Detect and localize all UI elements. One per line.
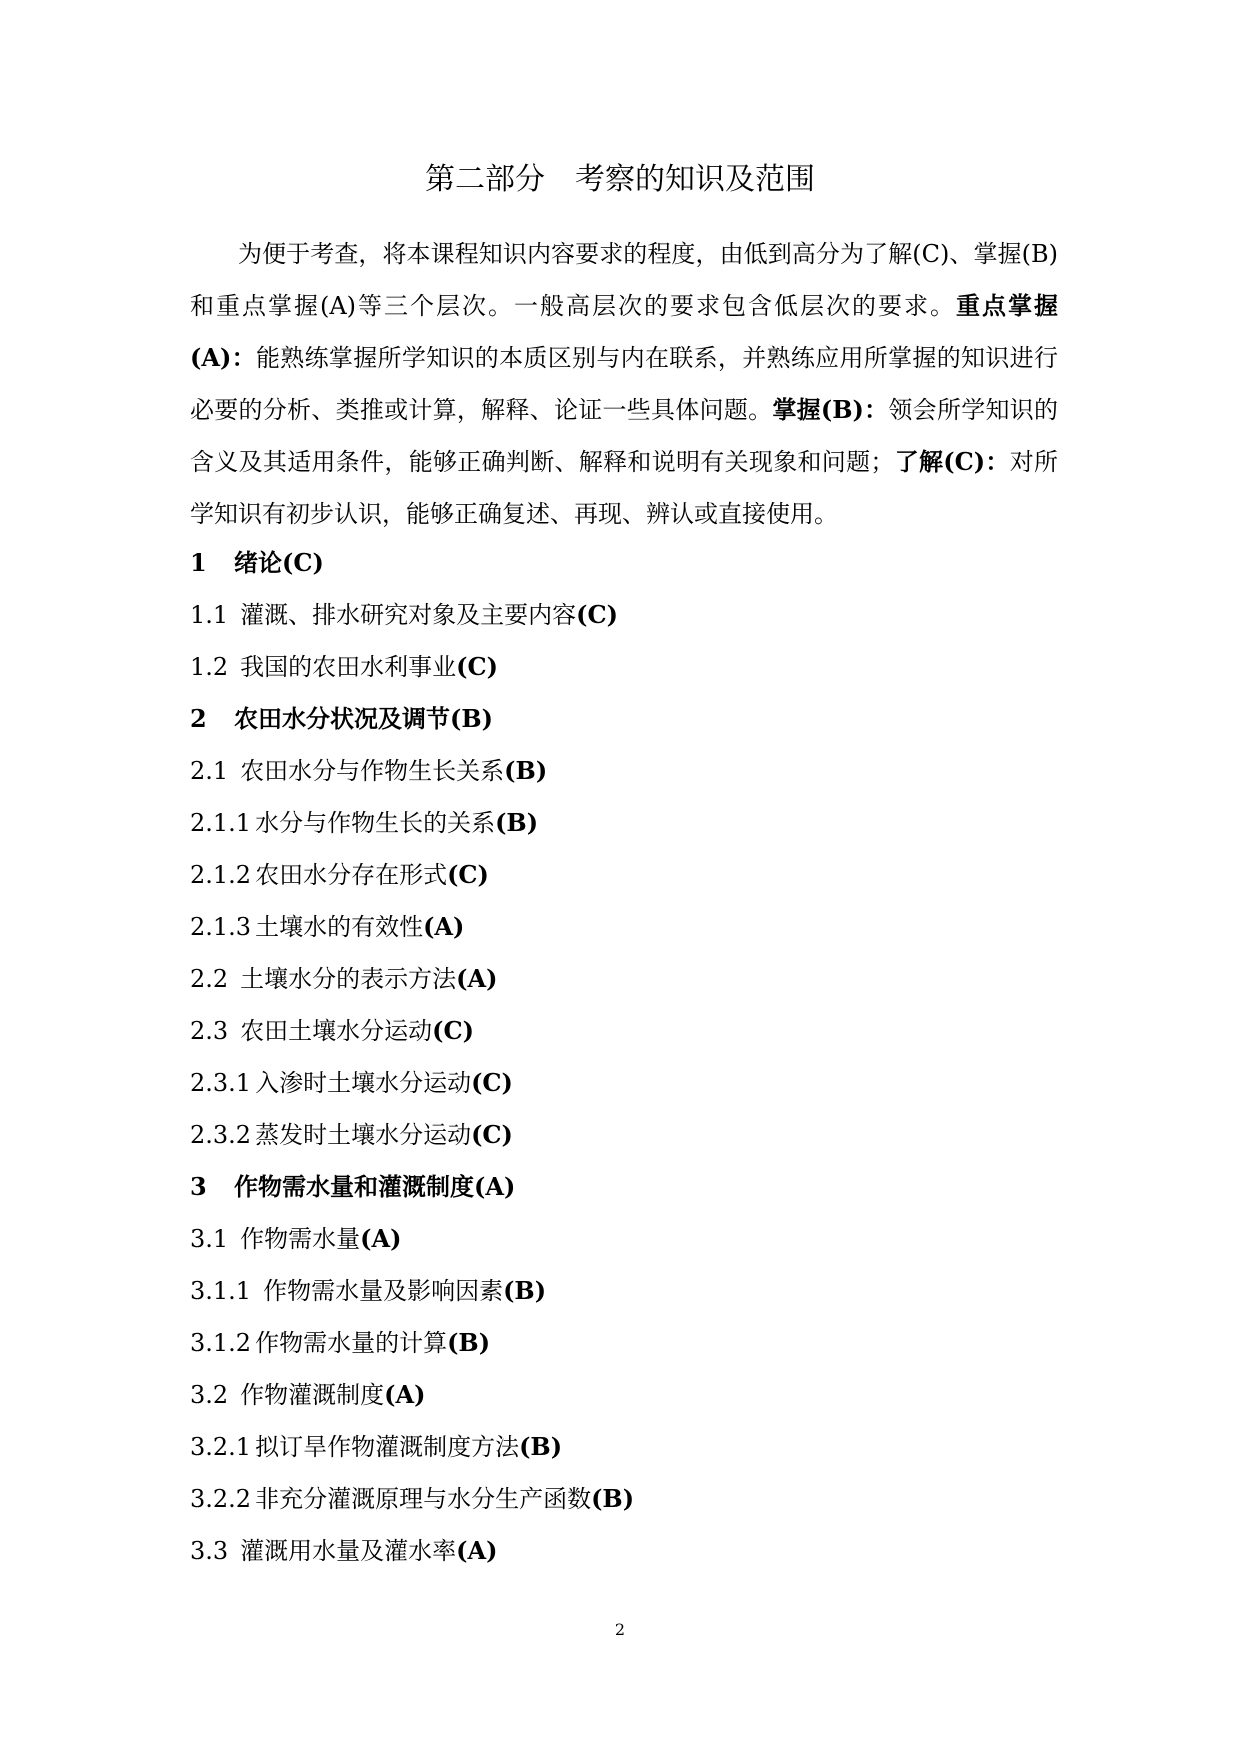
outline-item-label: 入渗时土壤水分运动 [255, 1069, 472, 1097]
outline-item-level: (A) [360, 1224, 402, 1253]
outline-item-level: (C) [432, 1016, 474, 1045]
outline-item-level: (C) [576, 600, 618, 629]
outline-item-number: 2.3.1 [190, 1069, 252, 1097]
outline-item-label: 水分与作物生长的关系 [255, 809, 496, 837]
outline-item-number: 3 [190, 1172, 207, 1201]
outline-item-number: 3.1 [190, 1225, 229, 1253]
outline-item-label: 作物需水量和灌溉制度 [234, 1172, 474, 1201]
outline-item-number: 2.1 [190, 757, 229, 785]
outline-item-level: (C) [471, 1120, 513, 1149]
outline-item-label: 作物灌溉制度 [240, 1381, 385, 1409]
outline-item-level: (A) [423, 912, 465, 941]
outline-item-number: 1.1 [190, 601, 229, 629]
outline-item [190, 589, 1058, 641]
outline-item-label: 作物需水量 [240, 1225, 361, 1253]
term-mastery: 掌握(B)： [772, 395, 889, 424]
outline-item-label: 蒸发时土壤水分运动 [255, 1121, 472, 1149]
outline-item-level: (C) [282, 548, 324, 577]
intro-paragraph [190, 228, 1058, 540]
term-key-mastery: 重点掌握(A)： [190, 291, 1058, 372]
outline-item-label: 拟订旱作物灌溉制度方法 [255, 1433, 520, 1461]
outline-item [190, 1005, 1058, 1057]
outline-item-label: 非充分灌溉原理与水分生产函数 [255, 1485, 592, 1513]
outline-item-number: 2.1.3 [190, 913, 252, 941]
outline-item-number: 2.2 [190, 965, 229, 993]
outline-item [190, 901, 1058, 953]
outline-item-label: 作物需水量的计算 [255, 1329, 448, 1357]
page-number: 2 [614, 1620, 626, 1639]
outline-item [190, 797, 1058, 849]
outline-item-number: 3.1.1 [190, 1277, 252, 1305]
outline-item-label: 灌溉用水量及灌水率 [240, 1537, 457, 1565]
outline-item-level: (A) [456, 1536, 498, 1565]
outline-item-level: (C) [447, 860, 489, 889]
outline-item-number: 3.1.2 [190, 1329, 252, 1357]
outline-item-label: 农田水分存在形式 [255, 861, 448, 889]
outline-item [190, 953, 1058, 1005]
outline-item [190, 537, 1058, 589]
outline-item-level: (A) [456, 964, 498, 993]
outline-item-level: (A) [384, 1380, 426, 1409]
term-understanding: 了解(C)： [894, 447, 1010, 476]
outline-item-label: 农田土壤水分运动 [240, 1017, 433, 1045]
outline-item-number: 3.2.2 [190, 1485, 252, 1513]
outline-item [190, 1265, 1058, 1317]
outline-item-level: (A) [474, 1172, 516, 1201]
outline-item-level: (C) [456, 652, 498, 681]
outline-item [190, 745, 1058, 797]
outline-item-level: (B) [504, 756, 548, 785]
outline-item-label: 作物需水量及影响因素 [263, 1277, 504, 1305]
outline-item [190, 849, 1058, 901]
outline-item [190, 1057, 1058, 1109]
outline-item [190, 1421, 1058, 1473]
outline-item-label: 农田水分与作物生长关系 [240, 757, 505, 785]
outline-item-number: 3.3 [190, 1537, 229, 1565]
intro-text-3: 领会所学知识的含义及其适用条件，能够正确判断、解释和说明有关现象和问题； [190, 396, 1059, 476]
outline-item [190, 1161, 1058, 1213]
outline-item-label: 灌溉、排水研究对象及主要内容 [240, 601, 577, 629]
outline-item-label: 绪论 [234, 548, 282, 577]
outline-item-level: (C) [471, 1068, 513, 1097]
outline-item-label: 土壤水分的表示方法 [240, 965, 457, 993]
outline-item-level: (B) [450, 704, 493, 733]
outline-item [190, 1473, 1058, 1525]
intro-text-1: 为便于考查，将本课程知识内容要求的程度，由低到高分为了解(C)、掌握(B)和重点掌握(A)等三个层次。一般高层次的要求包含低层次的要求。 [190, 240, 1058, 320]
outline-item [190, 1109, 1058, 1161]
outline-item-number: 2.3.2 [190, 1121, 252, 1149]
outline-item-label: 土壤水的有效性 [255, 913, 424, 941]
outline-item-label: 农田水分状况及调节 [234, 704, 450, 733]
outline-item-number: 1 [190, 548, 207, 577]
outline-item-label: 我国的农田水利事业 [240, 653, 457, 681]
outline-item-level: (B) [591, 1484, 635, 1513]
outline-item-number: 2.1.1 [190, 809, 252, 837]
intro-text-4: 对所学知识有初步认识，能够正确复述、再现、辨认或直接使用。 [190, 448, 1059, 528]
outline-item-level: (B) [495, 808, 539, 837]
outline-item-number: 3.2.1 [190, 1433, 252, 1461]
outline-item-number: 1.2 [190, 653, 229, 681]
outline-item-number: 2.3 [190, 1017, 229, 1045]
syllabus-outline [190, 537, 1058, 1577]
outline-item-level: (B) [519, 1432, 563, 1461]
outline-item [190, 1369, 1058, 1421]
outline-item [190, 1213, 1058, 1265]
outline-item-number: 3.2 [190, 1381, 229, 1409]
outline-item-number: 2 [190, 704, 207, 733]
outline-item [190, 1525, 1058, 1577]
outline-item-number: 2.1.2 [190, 861, 252, 889]
outline-item [190, 693, 1058, 745]
outline-item-level: (B) [503, 1276, 547, 1305]
intro-text-2: 能熟练掌握所学知识的本质区别与内在联系，并熟练应用所掌握的知识进行必要的分析、类推或计算，解释、论证一些具体问题。 [190, 344, 1058, 424]
outline-item [190, 641, 1058, 693]
outline-item [190, 1317, 1058, 1369]
page-title: 第二部分 考察的知识及范围 [425, 162, 815, 197]
outline-item-level: (B) [447, 1328, 491, 1357]
